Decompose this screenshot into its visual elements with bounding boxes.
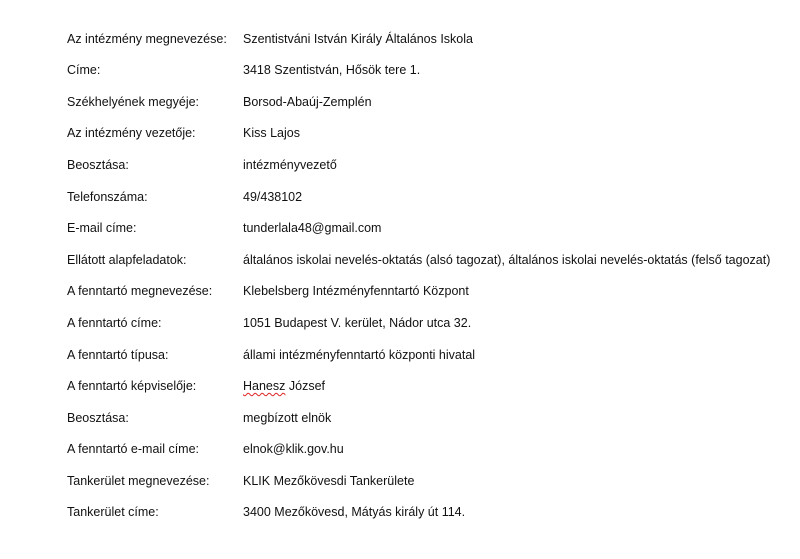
spellcheck-marked-word: Hanesz [243, 379, 286, 393]
field-value: Borsod-Abaúj-Zemplén [243, 95, 372, 109]
field-label: A fenntartó típusa: [67, 348, 169, 362]
field-value-rest: József [285, 379, 325, 393]
row-maintainer-address [67, 313, 787, 333]
row-maintainer-representative [67, 376, 787, 396]
field-value: állami intézményfenntartó központi hivatal [243, 348, 476, 362]
row-email [67, 218, 787, 238]
field-label: Az intézmény vezetője: [67, 126, 196, 140]
row-maintainer-email [67, 439, 787, 459]
field-label: A fenntartó megnevezése: [67, 284, 213, 298]
field-value: 3400 Mezőkövesd, Mátyás király út 114. [243, 505, 466, 519]
row-maintainer-type [67, 345, 787, 365]
field-label: Beosztása: [67, 411, 129, 425]
field-label: A fenntartó címe: [67, 316, 162, 330]
field-value: KLIK Mezőkövesdi Tankerülete [243, 474, 415, 488]
field-label: Tankerület címe: [67, 505, 159, 519]
field-value: tunderlala48@gmail.com [243, 221, 382, 235]
field-label: A fenntartó képviselője: [67, 379, 197, 393]
row-county [67, 92, 787, 112]
field-value: Szentistváni István Király Általános Iskola [243, 32, 473, 46]
field-label: Az intézmény megnevezése: [67, 32, 227, 46]
row-representative-position [67, 408, 787, 428]
field-value: 3418 Szentistván, Hősök tere 1. [243, 63, 421, 77]
field-label: Címe: [67, 63, 101, 77]
row-phone [67, 187, 787, 207]
field-label: E-mail címe: [67, 221, 137, 235]
row-district-address [67, 502, 787, 522]
field-value: intézményvezető [243, 158, 337, 172]
field-value [243, 376, 325, 396]
field-label: Telefonszáma: [67, 190, 148, 204]
row-district-name [67, 471, 787, 491]
field-label: Tankerület megnevezése: [67, 474, 210, 488]
field-value: Kiss Lajos [243, 126, 300, 140]
row-maintainer-name [67, 281, 787, 301]
row-institution-name [67, 29, 787, 49]
field-value: általános iskolai nevelés-oktatás (alsó tagozat), általános iskolai nevelés-oktatás (felső tagozat) [243, 253, 771, 267]
field-value: Klebelsberg Intézményfenntartó Központ [243, 284, 469, 298]
row-basic-tasks [67, 250, 787, 270]
field-value: 49/438102 [243, 190, 303, 204]
row-institution-head [67, 123, 787, 143]
row-position [67, 155, 787, 175]
field-label: Ellátott alapfeladatok: [67, 253, 187, 267]
field-label: Beosztása: [67, 158, 129, 172]
field-label: Székhelyének megyéje: [67, 95, 200, 109]
field-label: A fenntartó e-mail címe: [67, 442, 200, 456]
field-value: elnok@klik.gov.hu [243, 442, 344, 456]
field-value: megbízott elnök [243, 411, 332, 425]
field-value: 1051 Budapest V. kerület, Nádor utca 32. [243, 316, 472, 330]
row-address [67, 60, 787, 80]
